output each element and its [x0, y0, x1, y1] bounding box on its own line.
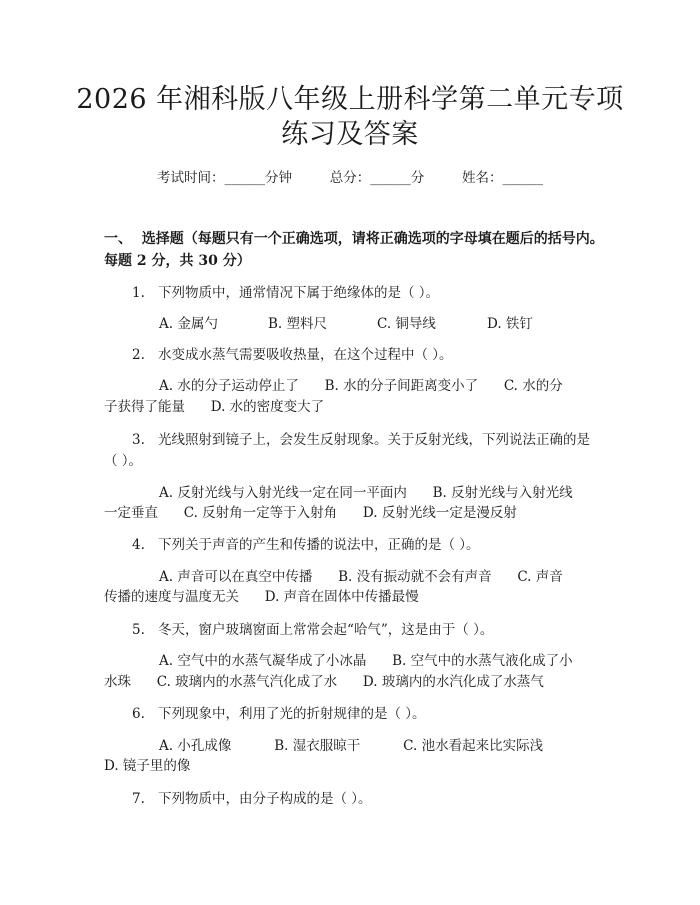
question-stem: 冬天，窗户玻璃窗面上常常会起“哈气”，这是由于（ ）。: [158, 622, 494, 638]
question-number: 2.: [132, 347, 145, 363]
document-title-line2: 练习及答案: [281, 119, 419, 150]
question-stem: 下列物质中，通常情况下属于绝缘体的是（ ）。: [158, 285, 440, 301]
question-number: 3.: [132, 432, 145, 448]
q4-options-line1: A. 声音可以在真空中传播 B. 没有振动就不会有声音 C. 声音: [159, 569, 563, 585]
question-number: 4.: [132, 537, 145, 553]
q5-options-line1: A. 空气中的水蒸气凝华成了小冰晶 B. 空气中的水蒸气液化成了小: [159, 653, 573, 669]
question-stem: 下列物质中，由分子构成的是（ ）。: [158, 791, 372, 807]
question-stem: 光线照射到镜子上，会发生反射现象。关于反射光线，下列说法正确的是: [158, 432, 590, 448]
question-number: 5.: [132, 622, 145, 638]
question-5: [132, 620, 602, 640]
question-3: [132, 430, 602, 450]
question-number: 7.: [132, 791, 145, 807]
q3-options-line2: 一定垂直 C. 反射角一定等于入射角 D. 反射光线一定是漫反射: [104, 505, 517, 521]
q1-option-c: C. 铜导线: [377, 316, 436, 332]
question-stem: 下列关于声音的产生和传播的说法中，正确的是（ ）。: [158, 537, 480, 553]
question-6: [132, 704, 602, 724]
section-heading-line1: 一、 选择题（每题只有一个正确选项，请将正确选项的字母填在题后的括号内。: [104, 231, 604, 247]
section-heading-line2: 每题 2 分，共 30 分）: [104, 253, 251, 269]
q1-option-d: D. 铁钉: [487, 316, 533, 332]
question-number: 1.: [132, 285, 145, 301]
q3-options-line1: A. 反射光线与入射光线一定在同一平面内 B. 反射光线与入射光线: [159, 485, 573, 501]
q4-options-line2: 传播的速度与温度无关 D. 声音在固体中传播最慢: [104, 589, 419, 605]
q1-option-b: B. 塑料尺: [268, 316, 328, 332]
question-stem: 下列现象中，利用了光的折射规律的是（ ）。: [158, 706, 426, 722]
q6-options-line2: D. 镜子里的像: [104, 758, 191, 774]
question-7: [132, 789, 602, 809]
exam-info: 考试时间：______分钟 总分：______分 姓名：______: [157, 170, 543, 186]
q3-stem-line2: （ ）。: [104, 453, 143, 469]
q5-options-line2: 水珠 C. 玻璃内的水蒸气汽化成了水 D. 玻璃内的水汽化成了水蒸气: [104, 674, 544, 690]
question-4: [132, 535, 602, 555]
question-1: [132, 283, 602, 303]
question-2: [132, 345, 602, 365]
q2-options-line2: 子获得了能量 D. 水的密度变大了: [104, 399, 325, 415]
q1-option-a: A. 金属勺: [159, 316, 218, 332]
q2-options-line1: A. 水的分子运动停止了 B. 水的分子间距离变小了 C. 水的分: [159, 378, 563, 394]
question-stem: 水变成水蒸气需要吸收热量，在这个过程中（ ）。: [158, 347, 453, 363]
question-number: 6.: [132, 706, 145, 722]
document-title-line1: 2026 年湘科版八年级上册科学第二单元专项: [76, 84, 624, 115]
q6-options-line1: A. 小孔成像 B. 湿衣服晾干 C. 池水看起来比实际浅: [159, 738, 544, 754]
